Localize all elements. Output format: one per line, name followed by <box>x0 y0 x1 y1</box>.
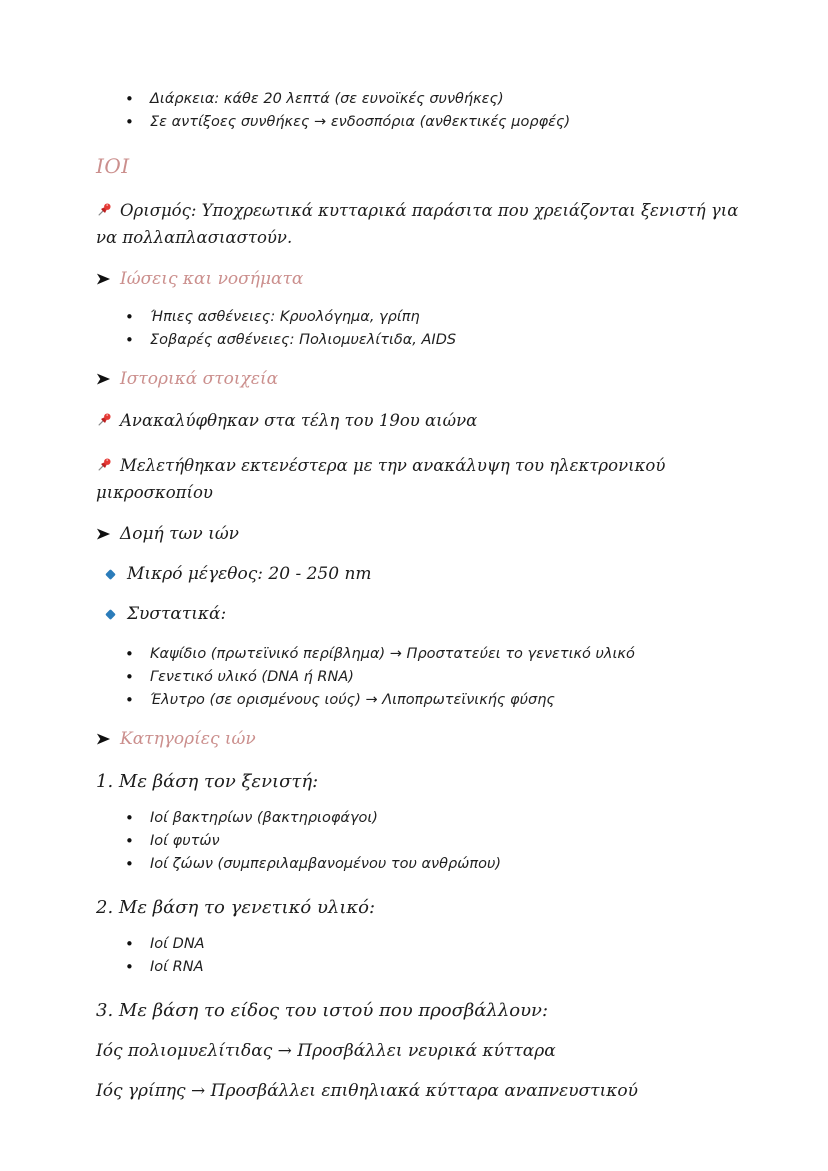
bullet-item: • Γενετικό υλικό (DNA ή RNA) <box>96 666 748 689</box>
bullet-item: • Έλυτρο (σε ορισμένους ιούς) → Λιποπρωτεϊνικής φύσης <box>96 689 748 712</box>
arrow-heading-text: Δομή των ιών <box>120 524 240 544</box>
arrow-heading <box>96 368 748 390</box>
bullet-item: • Ιοί ζώων (συμπεριλαμβανομένου του ανθρώπου) <box>96 853 748 876</box>
pinned-note <box>96 453 748 505</box>
bullet-item: • Καψίδιο (πρωτεϊνικό περίβλημα) → Προστατεύει το γενετικό υλικό <box>96 643 748 666</box>
section-title: ΙΟΙ <box>96 154 130 178</box>
diamond-item-text: Μικρό μέγεθος: 20 - 250 nm <box>127 564 372 584</box>
bullet-item: • Ιοί βακτηρίων (βακτηριοφάγοι) <box>96 807 748 830</box>
bullet-list <box>96 933 748 979</box>
bullet-item: • Ιοί DNA <box>96 933 748 956</box>
pinned-note-text: Ανακαλύφθηκαν στα τέλη του 19ου αιώνα <box>120 411 478 430</box>
bullet-list <box>96 88 748 134</box>
diamond-item-text: Συστατικά: <box>127 604 227 624</box>
diamond-item <box>96 603 748 625</box>
bullet-list <box>96 807 748 876</box>
arrow-heading-text: Κατηγορίες ιών <box>120 729 256 749</box>
arrowhead-right-icon <box>96 527 111 541</box>
bullet-item: • Ήπιες ασθένειες: Κρυολόγημα, γρίπη <box>96 306 748 329</box>
pinned-note <box>96 408 748 435</box>
bullet-item: • Ιοί RNA <box>96 956 748 979</box>
arrowhead-right-icon <box>96 272 111 286</box>
arrow-heading <box>96 728 748 750</box>
pinned-note-text: Ορισμός: Υποχρεωτικά κυτταρικά παράσιτα που χρειάζονται ξενιστή για να πολλαπλασιαστούν. <box>96 201 739 247</box>
pushpin-icon <box>96 410 113 435</box>
numbered-heading: 2. Με βάση το γενετικό υλικό: <box>96 897 376 918</box>
arrow-heading-text: Ιστορικά στοιχεία <box>120 369 279 389</box>
numbered-heading: 1. Με βάση τον ξενιστή: <box>96 771 319 792</box>
arrow-heading-text: Ιώσεις και νοσήματα <box>120 269 304 289</box>
bullet-item: • Σοβαρές ασθένειες: Πολιομυελίτιδα, AIDS <box>96 329 748 352</box>
pushpin-icon <box>96 200 113 225</box>
diamond-item <box>96 563 748 585</box>
numbered-heading: 3. Με βάση το είδος του ιστού που προσβάλλουν: <box>96 1000 549 1021</box>
bullet-list <box>96 306 748 352</box>
bullet-item: • Σε αντίξοες συνθήκες → ενδοσπόρια (ανθεκτικές μορφές) <box>96 111 748 134</box>
blue-diamond-icon <box>104 568 117 581</box>
blue-diamond-icon <box>104 608 117 621</box>
paragraph: Ιός πολιομυελίτιδας → Προσβάλλει νευρικά κύτταρα <box>96 1041 556 1061</box>
bullet-list <box>96 643 748 712</box>
paragraph: Ιός γρίπης → Προσβάλλει επιθηλιακά κύτταρα αναπνευστικού <box>96 1081 638 1101</box>
pinned-note <box>96 198 748 250</box>
pushpin-icon <box>96 455 113 480</box>
bullet-item: • Ιοί φυτών <box>96 830 748 853</box>
arrowhead-right-icon <box>96 372 111 386</box>
arrow-heading <box>96 268 748 290</box>
pinned-note-text: Μελετήθηκαν εκτενέστερα με την ανακάλυψη του ηλεκτρονικού μικροσκοπίου <box>96 456 666 502</box>
bullet-item: • Διάρκεια: κάθε 20 λεπτά (σε ευνοϊκές συνθήκες) <box>96 88 748 111</box>
arrow-heading <box>96 523 748 545</box>
arrowhead-right-icon <box>96 732 111 746</box>
